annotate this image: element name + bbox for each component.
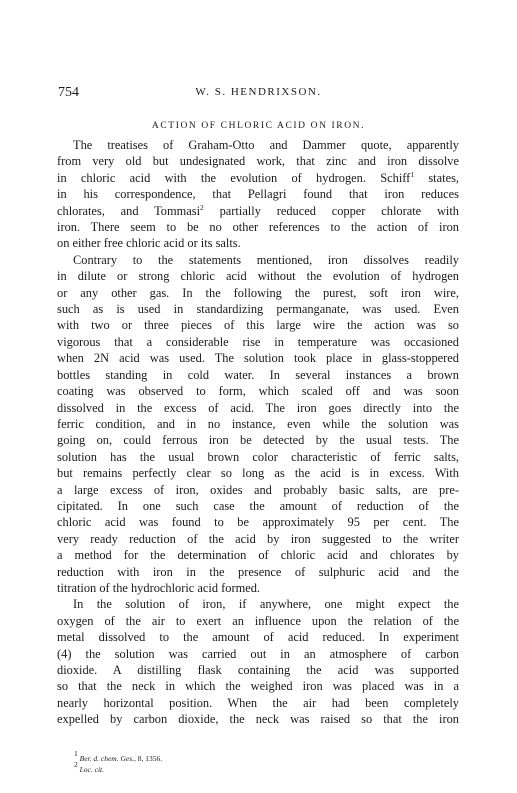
text-line: going on, could ferrous iron be detected by the usual tests. The	[57, 433, 459, 448]
text-line: dioxide. A distilling flask containing the acid was supported	[57, 663, 459, 677]
text-line: The treatises of Graham-Otto and Dammer quote, apparently	[73, 138, 459, 152]
footnote-citation: Loc. cit.	[79, 764, 104, 774]
page-number: 754	[58, 85, 79, 100]
paragraph-2	[57, 252, 459, 597]
text-line: titration of the hydrochloric acid formed.	[57, 580, 260, 595]
text-line: reduction with iron in the presence of sulphuric acid and the	[57, 564, 459, 579]
text-line: expelled by carbon dioxide, the neck was raised so that the iron	[57, 712, 459, 727]
text-line: when 2N acid was used. The solution took place in glass-stoppered	[57, 351, 459, 366]
text-line-with-footnote	[57, 170, 459, 186]
text-segment: partially reduced copper chlorate with	[203, 203, 459, 218]
text-line: from very old but undesignated work, that zinc and iron dissolve	[57, 154, 459, 169]
paragraph-3	[57, 596, 459, 727]
text-line: chloric acid was found to be approximately 95 per cent. The	[57, 515, 459, 530]
text-line: Contrary to the statements mentioned, iron dissolves readily	[73, 252, 459, 267]
footnote-detail: , 8, 1356.	[134, 754, 163, 763]
text-line: a large excess of iron, oxides and probably basic salts, are pre-	[57, 482, 459, 497]
text-line: a method for the determination of chloric acid and chlorates by	[57, 548, 459, 563]
text-line: ferric condition, and in no instance, even while the solution was	[57, 416, 459, 431]
text-line: in his correspondence, that Pellagri found that iron reduces	[57, 187, 459, 202]
text-line: or any other gas. In the following the purest, soft iron wire,	[57, 285, 459, 300]
text-line: dissolved in the excess of acid. The iron goes directly into the	[57, 400, 459, 415]
text-segment: states,	[414, 170, 459, 185]
footnote-1	[74, 749, 163, 765]
text-segment: chlorates, and Tommasi	[57, 203, 201, 218]
paragraph-1	[57, 137, 459, 252]
text-line: in dilute or strong chloric acid without the evolution of hydrogen	[57, 269, 459, 284]
footnote-number: 2	[74, 759, 78, 769]
text-line: very ready reduction of the acid by iron suggested to the writer	[57, 531, 459, 546]
section-title: ACTION OF CHLORIC ACID ON IRON.	[151, 121, 366, 131]
text-line: vigorous that a considerable rise in temperature was occasioned	[57, 334, 459, 349]
footnote-marker: 1	[410, 169, 415, 179]
footnote-number: 1	[74, 749, 78, 758]
text-line: In the solution of iron, if anywhere, one might expect the	[73, 597, 459, 612]
footnote-2	[74, 759, 162, 776]
text-line: iron. There seem to be no other references to the action of iron	[57, 220, 459, 235]
text-line: but remains perfectly clear so long as the acid is in excess. With	[57, 466, 459, 481]
text-line: bottles standing in cold water. In several instances a brown	[57, 367, 459, 382]
footnotes	[74, 749, 163, 775]
text-line: oxygen of the air to exert an influence upon the relation of the	[57, 613, 459, 628]
text-line: on either free chloric acid or its salts.	[57, 236, 241, 251]
text-line: nearly horizontal position. When the air had been completely	[57, 695, 459, 710]
body-text	[57, 137, 459, 728]
text-line-with-footnote	[57, 203, 459, 219]
text-line: with two or three pieces of this large wire the action was so	[57, 318, 459, 333]
text-line: coating was observed to form, which scaled off and was soon	[57, 384, 459, 399]
text-line: metal dissolved to the amount of acid reduced. In experiment	[57, 630, 459, 645]
text-line: (4) the solution was carried out in an atmosphere of carbon	[57, 646, 459, 661]
running-head: W. S. HENDRIXSON.	[195, 86, 322, 98]
text-line: cipitated. In one such case the amount of reduction of the	[57, 498, 459, 513]
text-line: solution has the usual brown color characteristic of ferric salts,	[57, 449, 459, 464]
text-line: such as is used in standardizing permanganate, was used. Even	[57, 302, 459, 317]
footnote-citation: Ber. d. chem. Ges.	[79, 754, 134, 763]
footnote-marker: 2	[200, 202, 204, 212]
text-line: so that the neck in which the weighed iron was placed was in a	[57, 679, 459, 694]
text-segment: in chloric acid with the evolution of hydrogen. Schiff	[57, 170, 411, 185]
